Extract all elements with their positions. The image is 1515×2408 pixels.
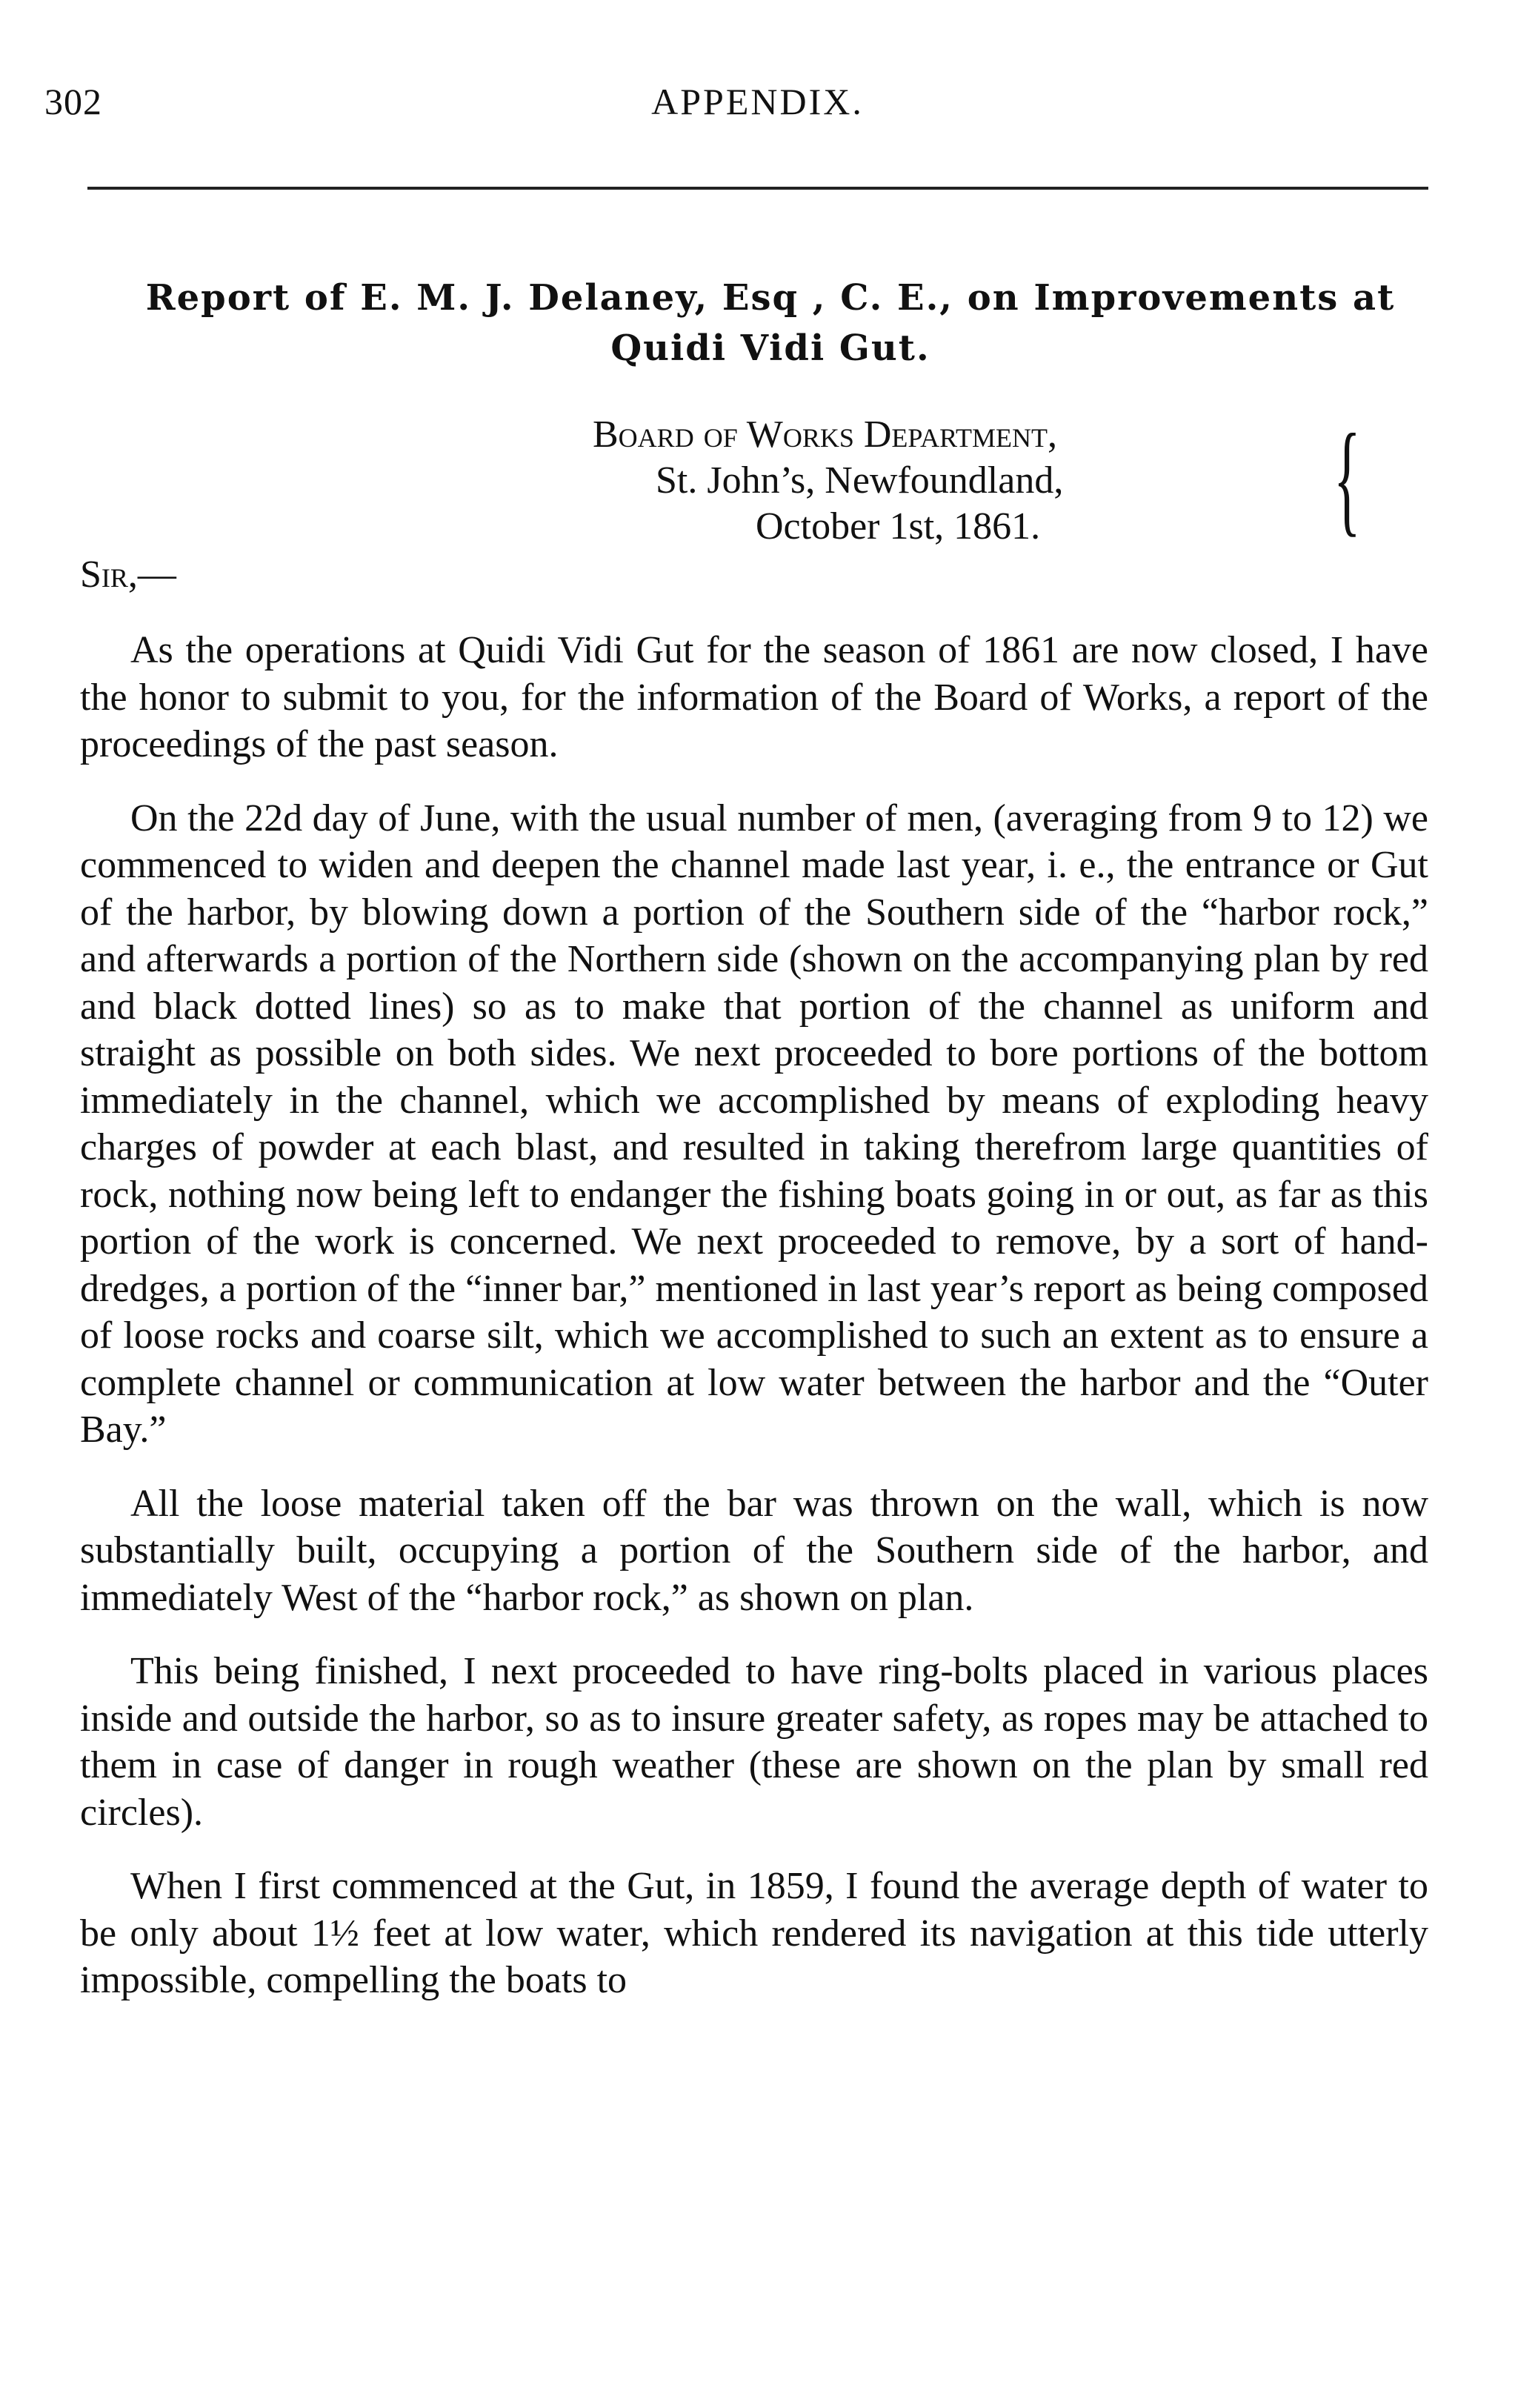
header-rule (87, 187, 1428, 190)
address-line-date: October 1st, 1861. (756, 505, 1041, 548)
paragraph-depth-1859: When I first commenced at the Gut, in 1859, I found the average depth of water to be only about 1½ feet at low water, which rendered its navigation at this tide utterly impossible, compelling the boats to (80, 1865, 1428, 2001)
address-brace: { (1333, 408, 1361, 548)
salutation: Sir,— (80, 553, 176, 596)
paragraph-loose-material: All the loose material taken off the bar was thrown on the wall, which is now substantially built, occupying a portion of the Southern side of the harbor, and immediately West of the “harbor rock,” as shown on plan. (80, 1482, 1428, 1619)
paragraph-operations-closed: As the operations at Quidi Vidi Gut for the season of 1861 are now closed, I have the honor to submit to you, for the information of the Board of Works, a report of the proceedings of the past season. (80, 629, 1428, 765)
running-head: APPENDIX. (651, 81, 864, 122)
page-number: 302 (44, 81, 102, 122)
report-body (80, 627, 1428, 2031)
address-line-city: St. John’s, Newfoundland, (656, 459, 1064, 502)
address-block (593, 412, 1063, 550)
paragraph-ring-bolts: This being finished, I next proceeded to have ring-bolts placed in various places inside and outside the harbor, so as to insure greater safety, as ropes may be attached to them in case of danger in rough weather (these are shown on the plan by small red circles). (80, 1650, 1428, 1834)
address-line-department: Board of Works Department, (593, 413, 1057, 456)
report-title: Report of E. M. J. Delaney, Esq , C. E., on Improvements at Quidi Vidi Gut. (145, 277, 1396, 369)
paragraph-channel-work: On the 22d day of June, with the usual number of men, (averaging from 9 to 12) we commenced to widen and deepen the channel made last year, i. e., the entrance or Gut of the harbor, by blowing down a portion of the Southern side of the “harbor rock,” and afterwards a portion of the Northern side (shown on the accompanying plan by red and black dotted lines) so as to make that portion of the channel as uniform and straight as possible on both sides. We next proceeded to bore portions of the bottom immediately in the channel, which we accomplished by means of exploding heavy charges of powder at each blast, and resulted in taking therefrom large quantities of rock, nothing now being left to endanger the fishing boats going in or out, as far as this portion of the work is concerned. We next proceeded to remove, by a sort of hand-dredges, a portion of the “inner bar,” mentioned in last year’s report as being composed of loose rocks and coarse silt, which we accomplished to such an extent as to ensure a complete channel or communication at low water between the harbor and the “Outer Bay.” (80, 796, 1428, 1451)
